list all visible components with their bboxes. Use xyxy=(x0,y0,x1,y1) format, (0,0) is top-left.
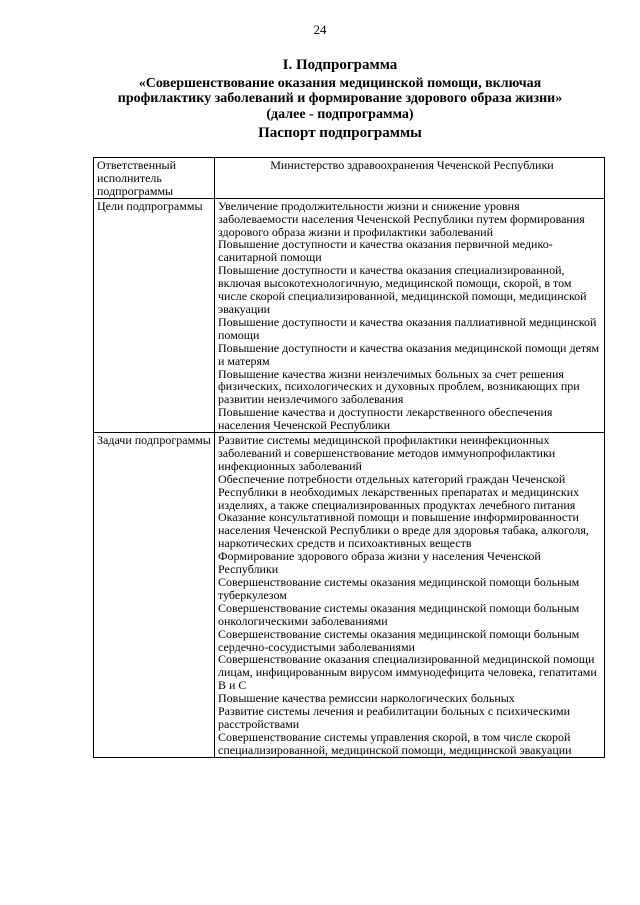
task-item: Совершенствование системы оказания медицинской помощи больным туберкулезом xyxy=(218,575,580,602)
subprogram-title-line-1: «Совершенствование оказания медицинской помощи, включая xyxy=(138,75,542,91)
task-item: Совершенствование системы оказания медицинской помощи больным онкологическими заболеваниями xyxy=(218,600,580,628)
executor-value: Министерство здравоохранения Чеченской Республики xyxy=(215,158,605,199)
tasks-label: Задачи подпрограммы xyxy=(94,433,215,758)
table-row-goals xyxy=(94,198,605,432)
table-row-executor xyxy=(94,158,605,199)
goal-item: Повышение доступности и качества оказания специализированной, включая высокотехнологичную, медицинской помощи, скорой, в том числе скорой специализированной, медицинской помощи, медицинской эвакуации xyxy=(218,263,587,316)
task-item: Совершенствование системы оказания медицинской помощи больным сердечно-сосудистыми заболеваниями xyxy=(218,626,580,654)
subprogram-heading xyxy=(60,58,620,122)
subprogram-title-line-2: профилактику заболеваний и формирование здорового образа жизни» xyxy=(117,91,563,106)
goal-item: Повышение качества жизни неизлечимых больных за счет решения физических, психологических и духовных проблем, возникающих при развитии неизлечимого заболевания xyxy=(218,366,580,407)
task-item: Развитие системы медицинской профилактики неинфекционных заболеваний и совершенствование методов иммунопрофилактики инфекционных заболеваний xyxy=(218,433,556,473)
passport-title: Паспорт подпрограммы xyxy=(258,125,422,141)
task-item: Повышение качества ремиссии наркологических больных xyxy=(218,691,515,706)
task-item: Совершенствование оказания специализированной медицинской помощи лицам, инфицированным вирусом иммунодефицита человека, гепатитами B и C xyxy=(218,652,597,693)
tasks-list xyxy=(215,433,605,758)
goals-label: Цели подпрограммы xyxy=(94,198,215,432)
task-item: Формирование здорового образа жизни у населения Чеченской Республики xyxy=(218,549,541,577)
task-item: Обеспечение потребности отдельных категорий граждан Чеченской Республики в необходимых лекарственных препаратах и медицинских изделиях, а также специализированных продуктах лечебного питания xyxy=(218,471,580,512)
page-number: 24 xyxy=(313,22,327,37)
goal-item: Повышение качества и доступности лекарственного обеспечения населения Чеченской Республики xyxy=(218,405,553,433)
goal-item: Повышение доступности и качества оказания первичной медико-санитарной помощи xyxy=(218,237,553,265)
executor-label: Ответственный исполнитель подпрограммы xyxy=(94,158,215,199)
goal-item: Повышение доступности и качества оказания паллиативной медицинской помощи xyxy=(218,314,597,342)
section-title: I. Подпрограмма xyxy=(282,57,398,73)
task-item: Оказание консультативной помощи и повышение информированности населения Чеченской Республики о вреде для здоровья табака, алкоголя, наркотических средств и психоактивных веществ xyxy=(218,510,589,551)
passport-table xyxy=(93,157,605,758)
table-row-tasks xyxy=(94,433,605,758)
task-item: Развитие системы лечения и реабилитации больных с психическими расстройствами xyxy=(218,704,571,731)
task-item: Совершенствование системы управления скорой, в том числе скорой специализированной, медицинской помощи, медицинской эвакуации xyxy=(218,729,572,757)
goal-item: Увеличение продолжительности жизни и снижение уровня заболеваемости населения Чеченской Республики путем формирования здорового образа жизни и профилактики заболеваний xyxy=(218,198,585,239)
goals-list xyxy=(215,198,605,432)
subprogram-title-line-3: (далее - подпрограмма) xyxy=(266,106,414,122)
goal-item: Повышение доступности и качества оказания медицинской помощи детям и матерям xyxy=(218,340,600,368)
